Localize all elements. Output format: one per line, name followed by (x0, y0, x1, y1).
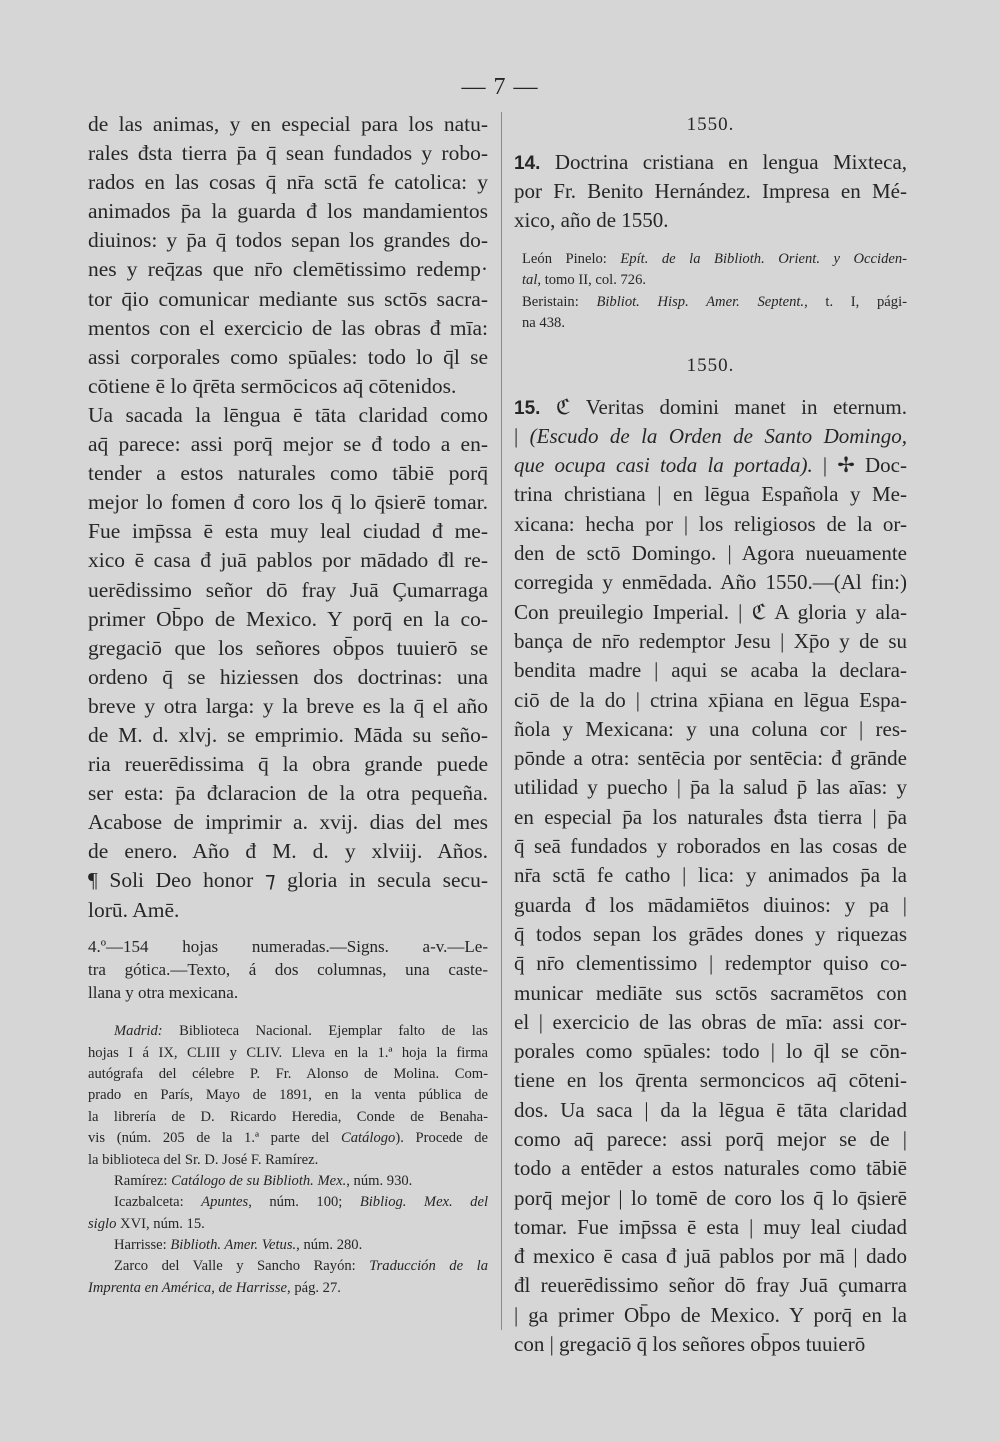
entry-15-body (514, 480, 907, 1359)
text-line: đ mexico ē casa đ juā pablos por mā | dado (514, 1244, 907, 1269)
text-line: rales đsta tierra p̄a q̄ sean fundados y robo- (88, 141, 488, 166)
text-line: dos. Ua saca | da la lēgua ē tāta claridad (514, 1097, 907, 1122)
text-line: corregida y enmēdada. Año 1550.—(Al fin:) (514, 570, 907, 595)
entry-14-title-line: xico, año de 1550. (514, 208, 669, 232)
note-line: prado en París, Mayo de 1891, en la venta pública de (88, 1087, 488, 1104)
cross-icon: ✢ (837, 453, 855, 478)
entry-15-line: | (Escudo de la Orden de Santo Domingo, (514, 423, 907, 448)
entry-15-line: que ocupa casi toda la portada). | ✢ Doc- (514, 453, 907, 478)
entry-14-title-line: 14. Doctrina cristiana en lengua Mixteca, (514, 150, 907, 174)
text-line: Fue imp̄ssa ē esta muy leal ciudad đ me- (88, 519, 488, 544)
note-icazbalceta: Icazbalceta: Apuntes, núm. 100; Bibliog. Mex. del (114, 1194, 488, 1211)
text-line: ser esta: p̄a đclaracion de la otra pequeña. (88, 781, 488, 806)
page-number: — 7 — (461, 74, 539, 100)
note-line: tal, tomo II, col. 726. (522, 272, 647, 289)
note-line: autógrafa del célebre P. Fr. Alonso de Molina. Com- (88, 1065, 488, 1082)
text-line: uerēdissimo señor dō fray Juā Çumarraga (88, 577, 488, 602)
text-line: q̄ todos sepan los grādes dones y riquezas (514, 921, 907, 946)
entry-14-notes (514, 249, 907, 335)
text-line: porq̄ mejor | lo tomē de coro los q̄ lo q̄sierē (514, 1185, 907, 1210)
text-line: q̄ seā fundados y roborados en las cosas de (514, 834, 907, 859)
left-body-text (88, 110, 488, 925)
note-leon-pinelo: León Pinelo: Epít. de la Biblioth. Orient. y Occiden- (522, 251, 907, 267)
text-line: animados p̄a la guarda đ los mandamientos (88, 199, 488, 224)
right-column (514, 110, 907, 1359)
note-line: Imprenta en América, de Harrisse, pág. 27. (88, 1279, 341, 1296)
note-line: siglo XVI, núm. 15. (88, 1215, 205, 1232)
entry-14-number: 14. (514, 153, 541, 174)
text-line: gregaciō que los señores ob̄pos tuuierō se (88, 635, 488, 660)
text-line: Con preuilegio Imperial. | ℭ A gloria y ala- (514, 599, 907, 624)
note-line: vis (núm. 205 de la 1.ª parte del Catálogo). Procede de (88, 1130, 488, 1147)
entry-14-year: 1550. (686, 114, 735, 135)
text-line: mejor lo fomen đ coro los q̄ lo q̄sierē tomar. (88, 490, 488, 515)
text-line: pōnde a otra: sentēcia por sentēcia: đ grānde (514, 746, 907, 771)
text-line: con | gregaciō q̄ los señores ob̄pos tuuierō (514, 1332, 866, 1357)
text-line: aq̄ parece: assi porq̄ mejor se đ todo a en- (88, 432, 488, 457)
text-line: xicana: hecha por | los religiosos de la or- (514, 511, 907, 536)
text-line: utilidad y puecho | p̄a la salud p̄ las aīas: y (514, 775, 907, 800)
note-beristain: Beristain: Bibliot. Hisp. Amer. Septent., t. I, pági- (522, 293, 907, 310)
text-line: en especial p̄a los naturales đsta tierra | p̄a (514, 804, 907, 829)
text-line: como aq̄ parece: assi porq̄ mejor se de | (514, 1126, 907, 1151)
text-line: nes y req̄zas que nr̄o clemētissimo redemp· (88, 257, 488, 282)
text-line: de M. d. xlvj. se emprimio. Māda su seño- (88, 722, 488, 747)
text-line: de enero. Año đ M. d. y xlviij. Años. (88, 839, 488, 864)
note-ramirez: Ramírez: Catálogo de su Biblioth. Mex., núm. 930. (114, 1172, 413, 1189)
note-line: la biblioteca del Sr. D. José F. Ramírez. (88, 1151, 319, 1168)
text-line: guarda đ los mādamiētos diuinos: y pa | (514, 892, 907, 917)
note-line: na 438. (522, 315, 565, 332)
note-line: la librería de D. Ricardo Heredia, Conde de Benaha- (88, 1108, 488, 1125)
column-divider (501, 112, 502, 1330)
text-line: Ua sacada la lēngua ē tāta claridad como (88, 402, 488, 427)
text-line: đl reuerēdissimo señor dō fray Juā çumarra (514, 1273, 907, 1298)
bibliographic-notes (88, 1021, 488, 1299)
entry-15-number: 15. (514, 397, 541, 419)
entry-15-first-line: 15. ℭ Veritas domini manet in eternum. (514, 394, 907, 419)
text-line: den de sctō Domingo. | Agora nueuamente (514, 541, 907, 566)
physical-description (88, 935, 488, 1005)
text-line: assi corporales como spūales: todo lo q̄l se (88, 344, 488, 369)
entry-14-title-line: por Fr. Benito Hernández. Impresa en Mé- (514, 179, 907, 203)
entry-14-title (514, 148, 907, 235)
text-line: trina christiana | en lēgua Española y Me- (514, 482, 907, 507)
note-zarco: Zarco del Valle y Sancho Rayón: Traducción de la (114, 1258, 488, 1275)
text-line: mentos con el exercicio de las obras đ mīa: (88, 315, 488, 340)
text-line: bendita madre | aqui se acaba la declara- (514, 658, 907, 683)
text-line: tra gótica.—Texto, á dos columnas, una caste- (88, 959, 488, 979)
text-line: diuinos: y p̄a q̄ todos sepan los grandes do- (88, 228, 488, 253)
text-line: 4.º—154 hojas numeradas.—Signs. a-v.—Le- (88, 936, 488, 956)
text-line: tomar. Fue imp̄ssa ē esta | muy leal ciudad (514, 1214, 907, 1239)
text-line: tor q̄io comunicar mediante sus sctōs sacra- (88, 286, 488, 311)
text-line: nr̄a sctā fe catho | lica: y animados p̄a la (514, 863, 907, 888)
text-line: llana y otra mexicana. (88, 983, 239, 1002)
text-line: ñola y Mexicana: y una coluna cor | res- (514, 716, 907, 741)
text-line: de las animas, y en especial para los natu- (88, 112, 488, 136)
text-line: ciō de la do | ctrina xp̄iana en lēgua Espa- (514, 687, 907, 712)
text-line: | ga primer Ob̄po de Mexico. Y porq̄ en la (514, 1302, 907, 1327)
text-line: todo a entēder a estos naturales como tābiē (514, 1156, 907, 1181)
text-line: el | exercicio de las obras de mīa: assi cor- (514, 1009, 907, 1034)
text-line: bança de nr̄o redemptor Jesu | Xp̄o y de su (514, 628, 907, 653)
text-line: xico ē casa đ juā pablos por mādado đl re- (88, 548, 488, 573)
text-line: lorū. Amē. (88, 897, 180, 922)
left-column (88, 110, 488, 1299)
text-line: ¶ Soli Deo honor ⁊ gloria in secula secu- (88, 868, 488, 893)
text-line: ordeno q̄ se hiziessen dos doctrinas: una (88, 664, 488, 689)
text-line: Acabose de imprimir a. xvij. dias del mes (88, 810, 488, 835)
entry-15-year: 1550. (686, 354, 735, 376)
text-line: breve y otra larga: y la breve es la q̄ el año (88, 693, 488, 718)
note-harrisse: Harrisse: Biblioth. Amer. Vetus., núm. 280. (114, 1237, 363, 1254)
text-line: tender a estos naturales como tābiē porq̄ (88, 461, 488, 486)
text-line: ria reuerēdissima q̄ la obra grande puede (88, 752, 488, 777)
text-line: q̄ nr̄o clementissimo | redemptor quiso co- (514, 951, 907, 976)
text-line: primer Ob̄po de Mexico. Y porq̄ en la co- (88, 606, 488, 631)
text-line: porales como spūales: todo | lo q̄l se cōn- (514, 1039, 907, 1064)
text-line: municar mediāte sus sctōs sacramētos con (514, 980, 907, 1005)
note-line: hojas I á IX, CLIII y CLIV. Lleva en la 1.ª hoja la firma (88, 1044, 488, 1061)
note-madrid-line: Madrid: Biblioteca Nacional. Ejemplar falto de las (114, 1023, 488, 1040)
text-line: rados en las cosas q̄ nr̄a sctā fe catolica: y (88, 170, 488, 195)
text-line: tiene en los q̄renta sermoncicos aq̄ cōteni- (514, 1068, 907, 1093)
madrid-label: Madrid: (114, 1023, 163, 1040)
paragraph-mark-icon: ℭ (555, 394, 571, 419)
text-line: cōtiene ē lo q̄rēta sermōcicos aq̄ cōtenidos. (88, 373, 457, 398)
entry-15-text (514, 393, 907, 1360)
